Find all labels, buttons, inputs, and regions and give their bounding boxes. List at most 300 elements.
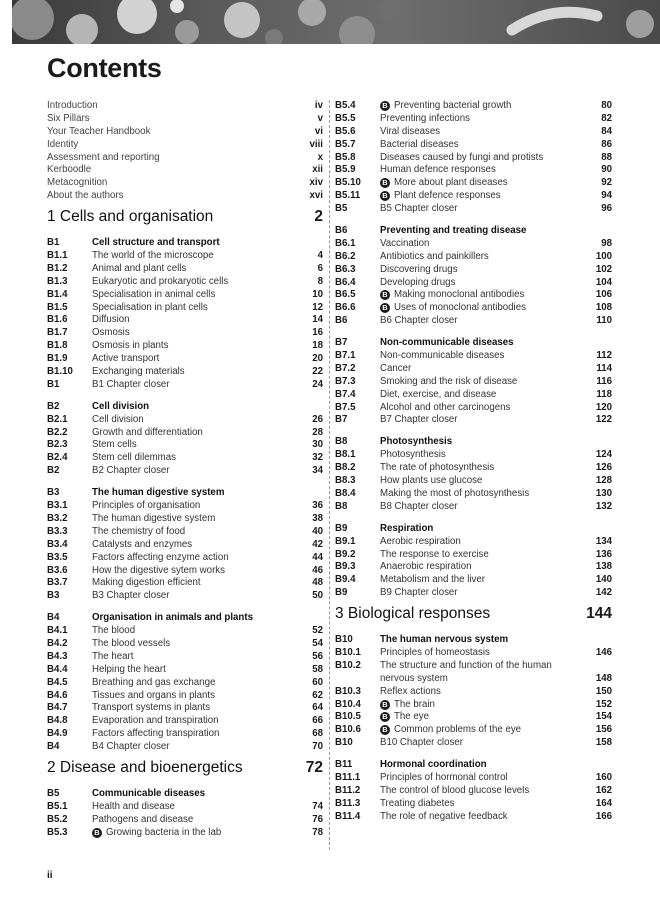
entry-title-wrap — [380, 647, 592, 660]
toc-entry — [47, 439, 323, 452]
entry-page-number: 160 — [595, 771, 612, 783]
entry-title: Principles of hormonal control — [380, 771, 508, 783]
entry-title-wrap — [380, 711, 592, 724]
toc-entry — [47, 690, 323, 703]
toc-entry — [335, 549, 612, 562]
entry-page-number: viii — [309, 138, 323, 150]
entry-title: The control of blood glucose levels — [380, 784, 530, 796]
entry-page-number: 146 — [595, 646, 612, 658]
toc-entry — [47, 827, 323, 840]
entry-code: B3 — [47, 487, 60, 499]
entry-title-wrap — [92, 590, 303, 603]
entry-title-wrap — [380, 785, 592, 798]
entry-code: B5.4 — [335, 100, 356, 111]
section-title: 2 Disease and bioenergetics — [47, 758, 243, 776]
entry-code: B3.6 — [47, 564, 68, 576]
entry-code: B6.3 — [335, 263, 356, 275]
entry-page-number: 158 — [595, 737, 612, 749]
entry-code: B3.5 — [47, 551, 68, 563]
entry-code: B9.1 — [335, 535, 356, 547]
entry-page-number: 68 — [312, 728, 323, 740]
entry-code: B4.6 — [47, 689, 68, 701]
entry-title: Diseases caused by fungi and protists — [380, 151, 544, 163]
contents-column-right — [335, 100, 612, 824]
entry-page-number: 166 — [595, 810, 612, 822]
entry-code: B6.4 — [335, 276, 356, 288]
toc-entry — [47, 741, 323, 754]
entry-code: B7.3 — [335, 375, 356, 387]
entry-title: Discovering drugs — [380, 263, 458, 275]
contents-column-left — [47, 100, 323, 840]
entry-title-wrap — [92, 539, 303, 552]
entry-code: B10.5 — [335, 711, 361, 723]
entry-page-number: 152 — [595, 698, 612, 710]
entry-code: B2.4 — [47, 452, 68, 464]
entry-page-number: 6 — [317, 262, 323, 274]
entry-page-number: xii — [312, 164, 323, 176]
entry-page-number: 98 — [601, 237, 612, 249]
entry-title: Eukaryotic and prokaryotic cells — [92, 275, 229, 287]
toc-entry — [47, 677, 323, 690]
entry-code: B7.1 — [335, 350, 356, 362]
entry-title-wrap — [380, 574, 592, 587]
chapter-heading — [47, 487, 323, 500]
entry-title-wrap — [92, 513, 303, 526]
entry-page-number: 128 — [595, 475, 612, 487]
toc-entry — [335, 772, 612, 785]
entry-title-wrap — [380, 634, 612, 647]
entry-title-wrap — [92, 237, 323, 250]
entry-page-number: 116 — [596, 375, 612, 387]
toc-entry — [47, 263, 323, 276]
entry-title: Smoking and the risk of disease — [380, 375, 518, 387]
toc-entry — [335, 737, 612, 750]
entry-code: B4.3 — [47, 650, 68, 662]
entry-title-wrap — [380, 587, 592, 600]
entry-title-wrap — [92, 715, 303, 728]
entry-code: B1.3 — [47, 275, 68, 287]
entry-title-wrap — [380, 251, 592, 264]
entry-code: B9.4 — [335, 574, 356, 586]
entry-code: B1.1 — [47, 250, 68, 262]
toc-entry — [335, 203, 612, 216]
toc-entry — [335, 798, 612, 811]
entry-title-wrap — [380, 139, 592, 152]
entry-page-number: 132 — [595, 500, 612, 512]
toc-entry — [47, 638, 323, 651]
toc-entry — [335, 289, 612, 302]
entry-code: B7.4 — [335, 388, 356, 400]
entry-page-number: 90 — [601, 164, 612, 176]
entry-code: B5.3 — [47, 826, 68, 838]
entry-code: B4.8 — [47, 715, 68, 727]
entry-code: B10.6 — [335, 724, 361, 736]
entry-title-wrap — [380, 337, 612, 350]
chapter-heading — [335, 634, 612, 647]
entry-title: Preventing infections — [380, 112, 470, 124]
entry-code: B8.4 — [335, 487, 356, 499]
entry-title-wrap — [92, 577, 303, 590]
entry-title: The response to exercise — [380, 548, 489, 560]
entry-page-number: 156 — [595, 724, 612, 736]
entry-title: Viral diseases — [380, 125, 441, 137]
entry-title: Exchanging materials — [92, 366, 185, 378]
entry-page-number: 136 — [595, 548, 612, 560]
toc-entry — [335, 660, 612, 673]
toc-entry — [335, 277, 612, 290]
entry-page-number: 92 — [601, 177, 612, 189]
entry-code: B8 — [335, 436, 348, 448]
toc-entry — [335, 587, 612, 600]
entry-title: Your Teacher Handbook — [47, 125, 151, 137]
entry-title-wrap — [380, 126, 592, 139]
entry-page-number: 8 — [317, 275, 323, 287]
entry-page-number: 4 — [317, 250, 323, 262]
entry-page-number: 96 — [601, 203, 612, 215]
entry-page-number: 122 — [595, 414, 612, 426]
entry-page-number: 50 — [312, 590, 323, 602]
toc-entry — [47, 625, 323, 638]
entry-title: Plant defence responses — [394, 190, 501, 202]
toc-entry — [47, 565, 323, 578]
entry-title: Photosynthesis — [380, 449, 446, 461]
entry-title-wrap — [92, 452, 303, 465]
entry-code: B5.8 — [335, 151, 356, 163]
toc-entry — [47, 500, 323, 513]
entry-code: B5.1 — [47, 800, 68, 812]
entry-page-number: 38 — [312, 512, 323, 524]
toc-entry — [335, 126, 612, 139]
toc-entry — [47, 353, 323, 366]
entry-title-wrap — [92, 651, 303, 664]
entry-code: B6.6 — [335, 302, 356, 314]
toc-entry — [47, 302, 323, 315]
toc-entry — [335, 302, 612, 315]
toc-entry — [47, 552, 323, 565]
toc-entry — [335, 152, 612, 165]
entry-code: B2.2 — [47, 426, 68, 438]
entry-title-wrap — [92, 353, 303, 366]
entry-page-number: 60 — [312, 676, 323, 688]
front-matter-entry — [47, 113, 323, 126]
entry-page-number: 104 — [595, 276, 612, 288]
entry-code: B3.2 — [47, 512, 68, 524]
toc-entry — [335, 177, 612, 190]
entry-page-number: 148 — [595, 672, 612, 684]
entry-title-wrap — [92, 702, 303, 715]
entry-code: B5.6 — [335, 125, 356, 137]
entry-page-number: 74 — [312, 800, 323, 812]
entry-page-number: 108 — [595, 302, 612, 314]
entry-page-number: vi — [314, 125, 323, 137]
entry-code: B3 — [47, 590, 60, 602]
entry-title: Identity — [47, 138, 79, 150]
entry-page-number: 134 — [595, 535, 612, 547]
entry-title: The rate of photosynthesis — [380, 462, 495, 474]
entry-title-wrap — [92, 565, 303, 578]
entry-page-number: 56 — [312, 650, 323, 662]
entry-title: Uses of monoclonal antibodies — [394, 302, 526, 314]
toc-entry — [335, 264, 612, 277]
entry-title: About the authors — [47, 190, 124, 202]
entry-title: How plants use glucose — [380, 475, 483, 487]
entry-title: Communicable diseases — [92, 787, 206, 799]
toc-entry — [335, 315, 612, 328]
entry-page-number: 78 — [312, 826, 323, 838]
toc-entry — [335, 699, 612, 712]
entry-title-wrap — [92, 366, 303, 379]
toc-entry — [335, 389, 612, 402]
section-title: 3 Biological responses — [335, 605, 491, 623]
front-matter-entry — [47, 100, 323, 113]
entry-title: Non-communicable diseases — [380, 337, 514, 349]
entry-title-wrap — [380, 289, 592, 302]
entry-title-wrap — [380, 501, 592, 514]
entry-code: B6 — [335, 225, 348, 237]
entry-title-wrap — [92, 788, 323, 801]
biology-only-badge-icon: B — [380, 303, 390, 313]
entry-code: B5.7 — [335, 138, 356, 150]
entry-title: B3 Chapter closer — [92, 590, 170, 602]
toc-entry — [335, 190, 612, 203]
section-page-number: 2 — [314, 208, 323, 226]
entry-page-number: 18 — [312, 340, 323, 352]
entry-code: B5.10 — [335, 177, 361, 189]
entry-code: B5.5 — [335, 112, 356, 124]
entry-page-number: 66 — [312, 715, 323, 727]
chapter-heading — [335, 759, 612, 772]
entry-code: B8 — [335, 500, 348, 512]
entry-page-number: 150 — [595, 685, 612, 697]
front-matter-entry — [47, 139, 323, 152]
entry-page-number: 46 — [312, 564, 323, 576]
entry-page-number: 126 — [595, 462, 612, 474]
entry-title-wrap — [380, 177, 592, 190]
entry-code: B2.1 — [47, 413, 68, 425]
entry-title: Making monoclonal antibodies — [394, 289, 525, 301]
entry-page-number: 114 — [596, 362, 612, 374]
front-matter-entry — [47, 164, 323, 177]
entry-page-number: 76 — [312, 813, 323, 825]
toc-entry — [335, 686, 612, 699]
toc-entry — [47, 513, 323, 526]
entry-code: B10 — [335, 634, 353, 646]
column-divider — [329, 100, 330, 850]
entry-title-wrap — [380, 724, 592, 737]
entry-title-wrap — [380, 402, 592, 415]
entry-title-wrap — [380, 449, 592, 462]
entry-code: B3.1 — [47, 500, 68, 512]
entry-page-number: 102 — [595, 263, 612, 275]
entry-title-wrap — [92, 801, 303, 814]
entry-title-wrap — [380, 811, 592, 824]
entry-page-number: 62 — [312, 689, 323, 701]
entry-title-wrap — [92, 827, 303, 840]
entry-page-number: 164 — [595, 797, 612, 809]
entry-title: The structure and function of the human — [380, 659, 552, 671]
entry-title-wrap — [380, 164, 592, 177]
chapter-heading — [335, 523, 612, 536]
toc-entry — [47, 651, 323, 664]
chapter-heading — [47, 612, 323, 625]
toc-entry — [47, 250, 323, 263]
toc-entry — [335, 488, 612, 501]
toc-entry — [335, 561, 612, 574]
entry-title: Health and disease — [92, 800, 175, 812]
section-heading — [47, 206, 323, 228]
entry-title-wrap — [92, 487, 323, 500]
entry-code: B9.2 — [335, 548, 356, 560]
entry-page-number: 44 — [312, 551, 323, 563]
entry-page-number: 138 — [595, 561, 612, 573]
toc-entry — [335, 501, 612, 514]
section-title: 1 Cells and organisation — [47, 208, 214, 226]
entry-title: B2 Chapter closer — [92, 465, 170, 477]
entry-page-number: 58 — [312, 663, 323, 675]
section-page-number: 72 — [305, 758, 323, 776]
entry-title-wrap — [380, 264, 592, 277]
entry-title-wrap — [380, 772, 592, 785]
entry-title-wrap — [380, 673, 592, 686]
biology-only-badge-icon: B — [380, 290, 390, 300]
entry-title: Osmosis in plants — [92, 340, 169, 352]
entry-title: B1 Chapter closer — [92, 378, 170, 390]
entry-page-number: x — [317, 151, 323, 163]
entry-title-wrap — [92, 314, 303, 327]
chapter-heading — [47, 788, 323, 801]
entry-title-wrap — [92, 276, 303, 289]
entry-code: B10.1 — [335, 646, 361, 658]
entry-title: The human nervous system — [380, 634, 509, 646]
entry-page-number: 88 — [601, 151, 612, 163]
entry-title: Alcohol and other carcinogens — [380, 401, 511, 413]
entry-code: B5 — [47, 787, 60, 799]
chapter-heading — [335, 337, 612, 350]
entry-page-number: 82 — [601, 112, 612, 124]
toc-entry — [335, 376, 612, 389]
entry-code: B4 — [47, 741, 60, 753]
toc-entry — [47, 314, 323, 327]
entry-title: Non-communicable diseases — [380, 350, 505, 362]
entry-code: B1.2 — [47, 262, 68, 274]
entry-title-wrap — [380, 798, 592, 811]
entry-code: B10.2 — [335, 659, 361, 671]
decorative-banner-graphic — [12, 0, 660, 44]
entry-page-number: 26 — [312, 413, 323, 425]
entry-title: Hormonal coordination — [380, 759, 487, 771]
entry-title-wrap — [380, 536, 592, 549]
entry-code: B10.4 — [335, 698, 361, 710]
entry-title: B5 Chapter closer — [380, 203, 458, 215]
entry-code: B8.3 — [335, 475, 356, 487]
toc-entry — [47, 577, 323, 590]
toc-entry — [47, 327, 323, 340]
entry-code: B4.9 — [47, 728, 68, 740]
entry-title-wrap — [380, 549, 592, 562]
entry-title-wrap — [380, 759, 612, 772]
entry-title: The blood vessels — [92, 637, 171, 649]
entry-title: Factors affecting transpiration — [92, 728, 220, 740]
entry-title: Reflex actions — [380, 685, 441, 697]
entry-title: B4 Chapter closer — [92, 741, 170, 753]
entry-code: B11.2 — [335, 784, 361, 796]
entry-code: B6 — [335, 315, 348, 327]
entry-title-wrap — [380, 113, 592, 126]
entry-page-number: 30 — [312, 439, 323, 451]
toc-entry — [335, 462, 612, 475]
chapter-heading — [335, 436, 612, 449]
entry-title-wrap — [92, 677, 303, 690]
entry-page-number: 142 — [595, 587, 612, 599]
toc-entry — [47, 414, 323, 427]
entry-code: B4.1 — [47, 625, 68, 637]
entry-title-wrap — [380, 488, 592, 501]
entry-title-wrap — [92, 465, 303, 478]
toc-entry — [335, 139, 612, 152]
entry-title-wrap — [92, 263, 303, 276]
entry-title-wrap — [380, 315, 592, 328]
entry-title: Evaporation and transpiration — [92, 715, 219, 727]
biology-only-badge-icon: B — [380, 101, 390, 111]
entry-title: Animal and plant cells — [92, 262, 187, 274]
entry-page-number: 94 — [601, 190, 612, 202]
entry-page-number: v — [317, 112, 323, 124]
entry-page-number: 52 — [312, 625, 323, 637]
entry-title-wrap — [380, 100, 592, 113]
entry-code: B7 — [335, 414, 348, 426]
entry-code: B1.5 — [47, 301, 68, 313]
toc-entry — [335, 711, 612, 724]
entry-title-wrap — [92, 814, 303, 827]
section-heading — [47, 757, 323, 779]
entry-title: Common problems of the eye — [394, 724, 522, 736]
entry-code: B4.2 — [47, 637, 68, 649]
page-title: Contents — [47, 53, 162, 83]
toc-entry — [335, 350, 612, 363]
entry-title: Pathogens and disease — [92, 813, 194, 825]
entry-title: B8 Chapter closer — [380, 500, 458, 512]
entry-title: Cancer — [380, 362, 412, 374]
entry-title-wrap — [92, 664, 303, 677]
entry-code: B5.11 — [335, 190, 361, 202]
entry-title-wrap — [92, 552, 303, 565]
biology-only-badge-icon: B — [380, 712, 390, 722]
toc-entry — [47, 801, 323, 814]
entry-title-wrap — [92, 439, 303, 452]
entry-page-number: 42 — [312, 538, 323, 550]
entry-code: B7.2 — [335, 362, 356, 374]
entry-title-wrap — [92, 526, 303, 539]
entry-title: Cell structure and transport — [92, 237, 220, 249]
entry-code: B11.1 — [335, 771, 361, 783]
entry-code: B11.3 — [335, 797, 361, 809]
entry-title-wrap — [92, 500, 303, 513]
entry-page-number: 110 — [596, 315, 612, 327]
entry-code: B4.5 — [47, 676, 68, 688]
entry-page-number: 54 — [312, 637, 323, 649]
entry-code: B1.9 — [47, 353, 68, 365]
entry-title: The human digestive system — [92, 487, 225, 499]
entry-title: B10 Chapter closer — [380, 737, 463, 749]
entry-title: Stem cell dilemmas — [92, 452, 176, 464]
entry-title: Respiration — [380, 522, 434, 534]
entry-page-number: 48 — [312, 577, 323, 589]
entry-page-number: 28 — [312, 426, 323, 438]
entry-title-wrap — [380, 462, 592, 475]
biology-only-badge-icon: B — [380, 725, 390, 735]
front-matter-entry — [47, 190, 323, 203]
toc-entry — [47, 728, 323, 741]
